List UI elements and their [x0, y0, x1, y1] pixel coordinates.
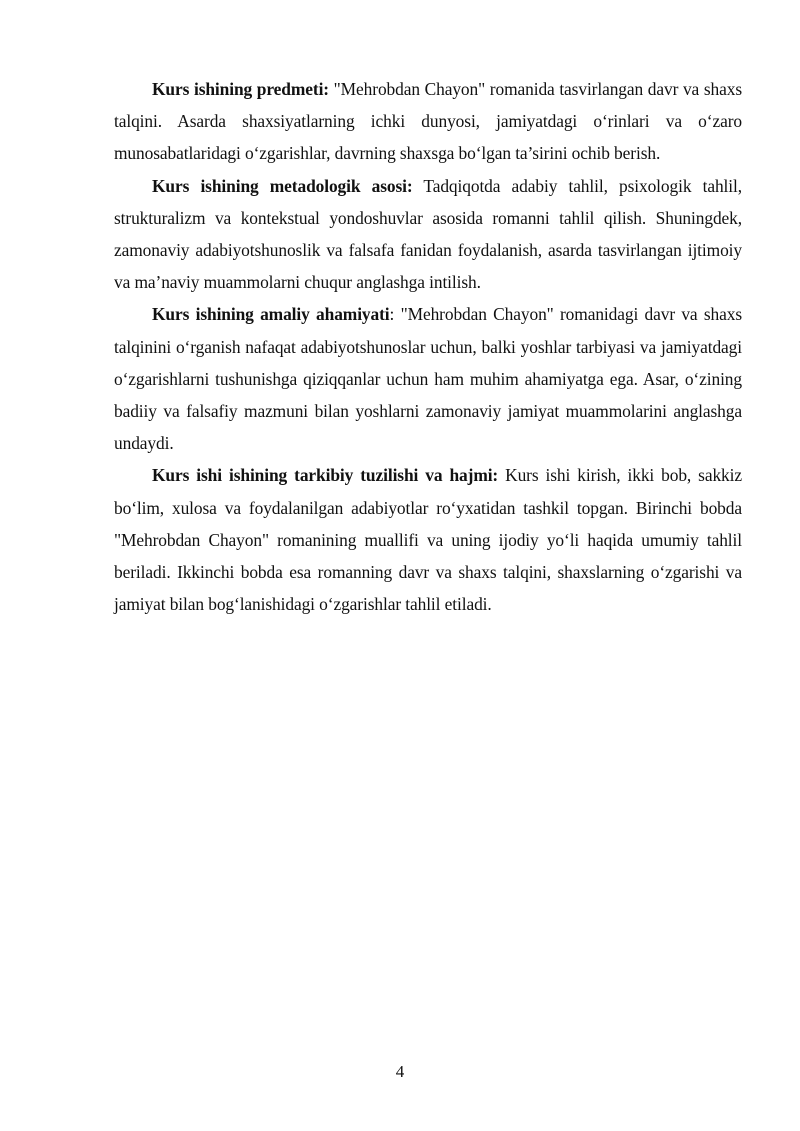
- paragraph-structure: [114, 459, 742, 620]
- paragraph-methodology: [114, 170, 742, 299]
- paragraph-heading: Kurs ishining metadologik asosi:: [152, 175, 413, 196]
- paragraph-subject: [114, 73, 742, 170]
- paragraph-heading: Kurs ishining predmeti:: [152, 79, 329, 99]
- paragraph-heading: Kurs ishining amaliy ahamiyati: [152, 304, 390, 325]
- paragraph-text: Tadqiqotda adabiy tahlil, psixologik tahlil, strukturalizm va kontekstual yondoshuvlar asosida romanni tahlil qilish. Shuningdek, zamonaviy adabiyotshunoslik va falsafa fanidan foydalanish, asarda tasvirlangan ijtimoiy va ma’naviy muammolarni chuqur anglashga intilish.: [114, 175, 742, 293]
- paragraph-practical-value: [114, 298, 742, 459]
- paragraph-text: Kurs ishi kirish, ikki bob, sakkiz bo‘lim, xulosa va foydalanilgan adabiyotlar ro‘yxatidan tashkil topgan. Birinchi bobda "Mehrobdan Chayon" romanining muallifi va uning ijodiy yo‘li haqida umumiy tahlil beriladi. Ikkinchi bobda esa romanning davr va shaxs talqini, shaxslarning o‘zgarishi va jamiyat bilan bog‘lanishidagi o‘zgarishlar tahlil etiladi.: [114, 465, 742, 615]
- paragraph-text: "Mehrobdan Chayon" romanida tasvirlangan davr va shaxs talqini. Asarda shaxsiyatlarning ichki dunyosi, jamiyatdagi o‘rinlari va o‘zaro munosabatlaridagi o‘zgarishlar, davrning shaxsga bo‘lgan ta’sirini ochib berish.: [114, 79, 742, 164]
- paragraph-heading: Kurs ishi ishining tarkibiy tuzilishi va hajmi:: [152, 465, 499, 486]
- document-body: [114, 73, 742, 620]
- page-number: 4: [395, 1062, 405, 1081]
- paragraph-text: : "Mehrobdan Chayon" romanidagi davr va shaxs talqinini o‘rganish nafaqat adabiyotshunoslar uchun, balki yoshlar tarbiyasi va jamiyatdagi o‘zgarishlarni tushunishga qiziqqanlar uchun ham muhim ahamiyatga ega. Asar, o‘zining badiiy va falsafiy mazmuni bilan yoshlarni zamonaviy jamiyat muammolarini anglashga undaydi.: [114, 304, 742, 454]
